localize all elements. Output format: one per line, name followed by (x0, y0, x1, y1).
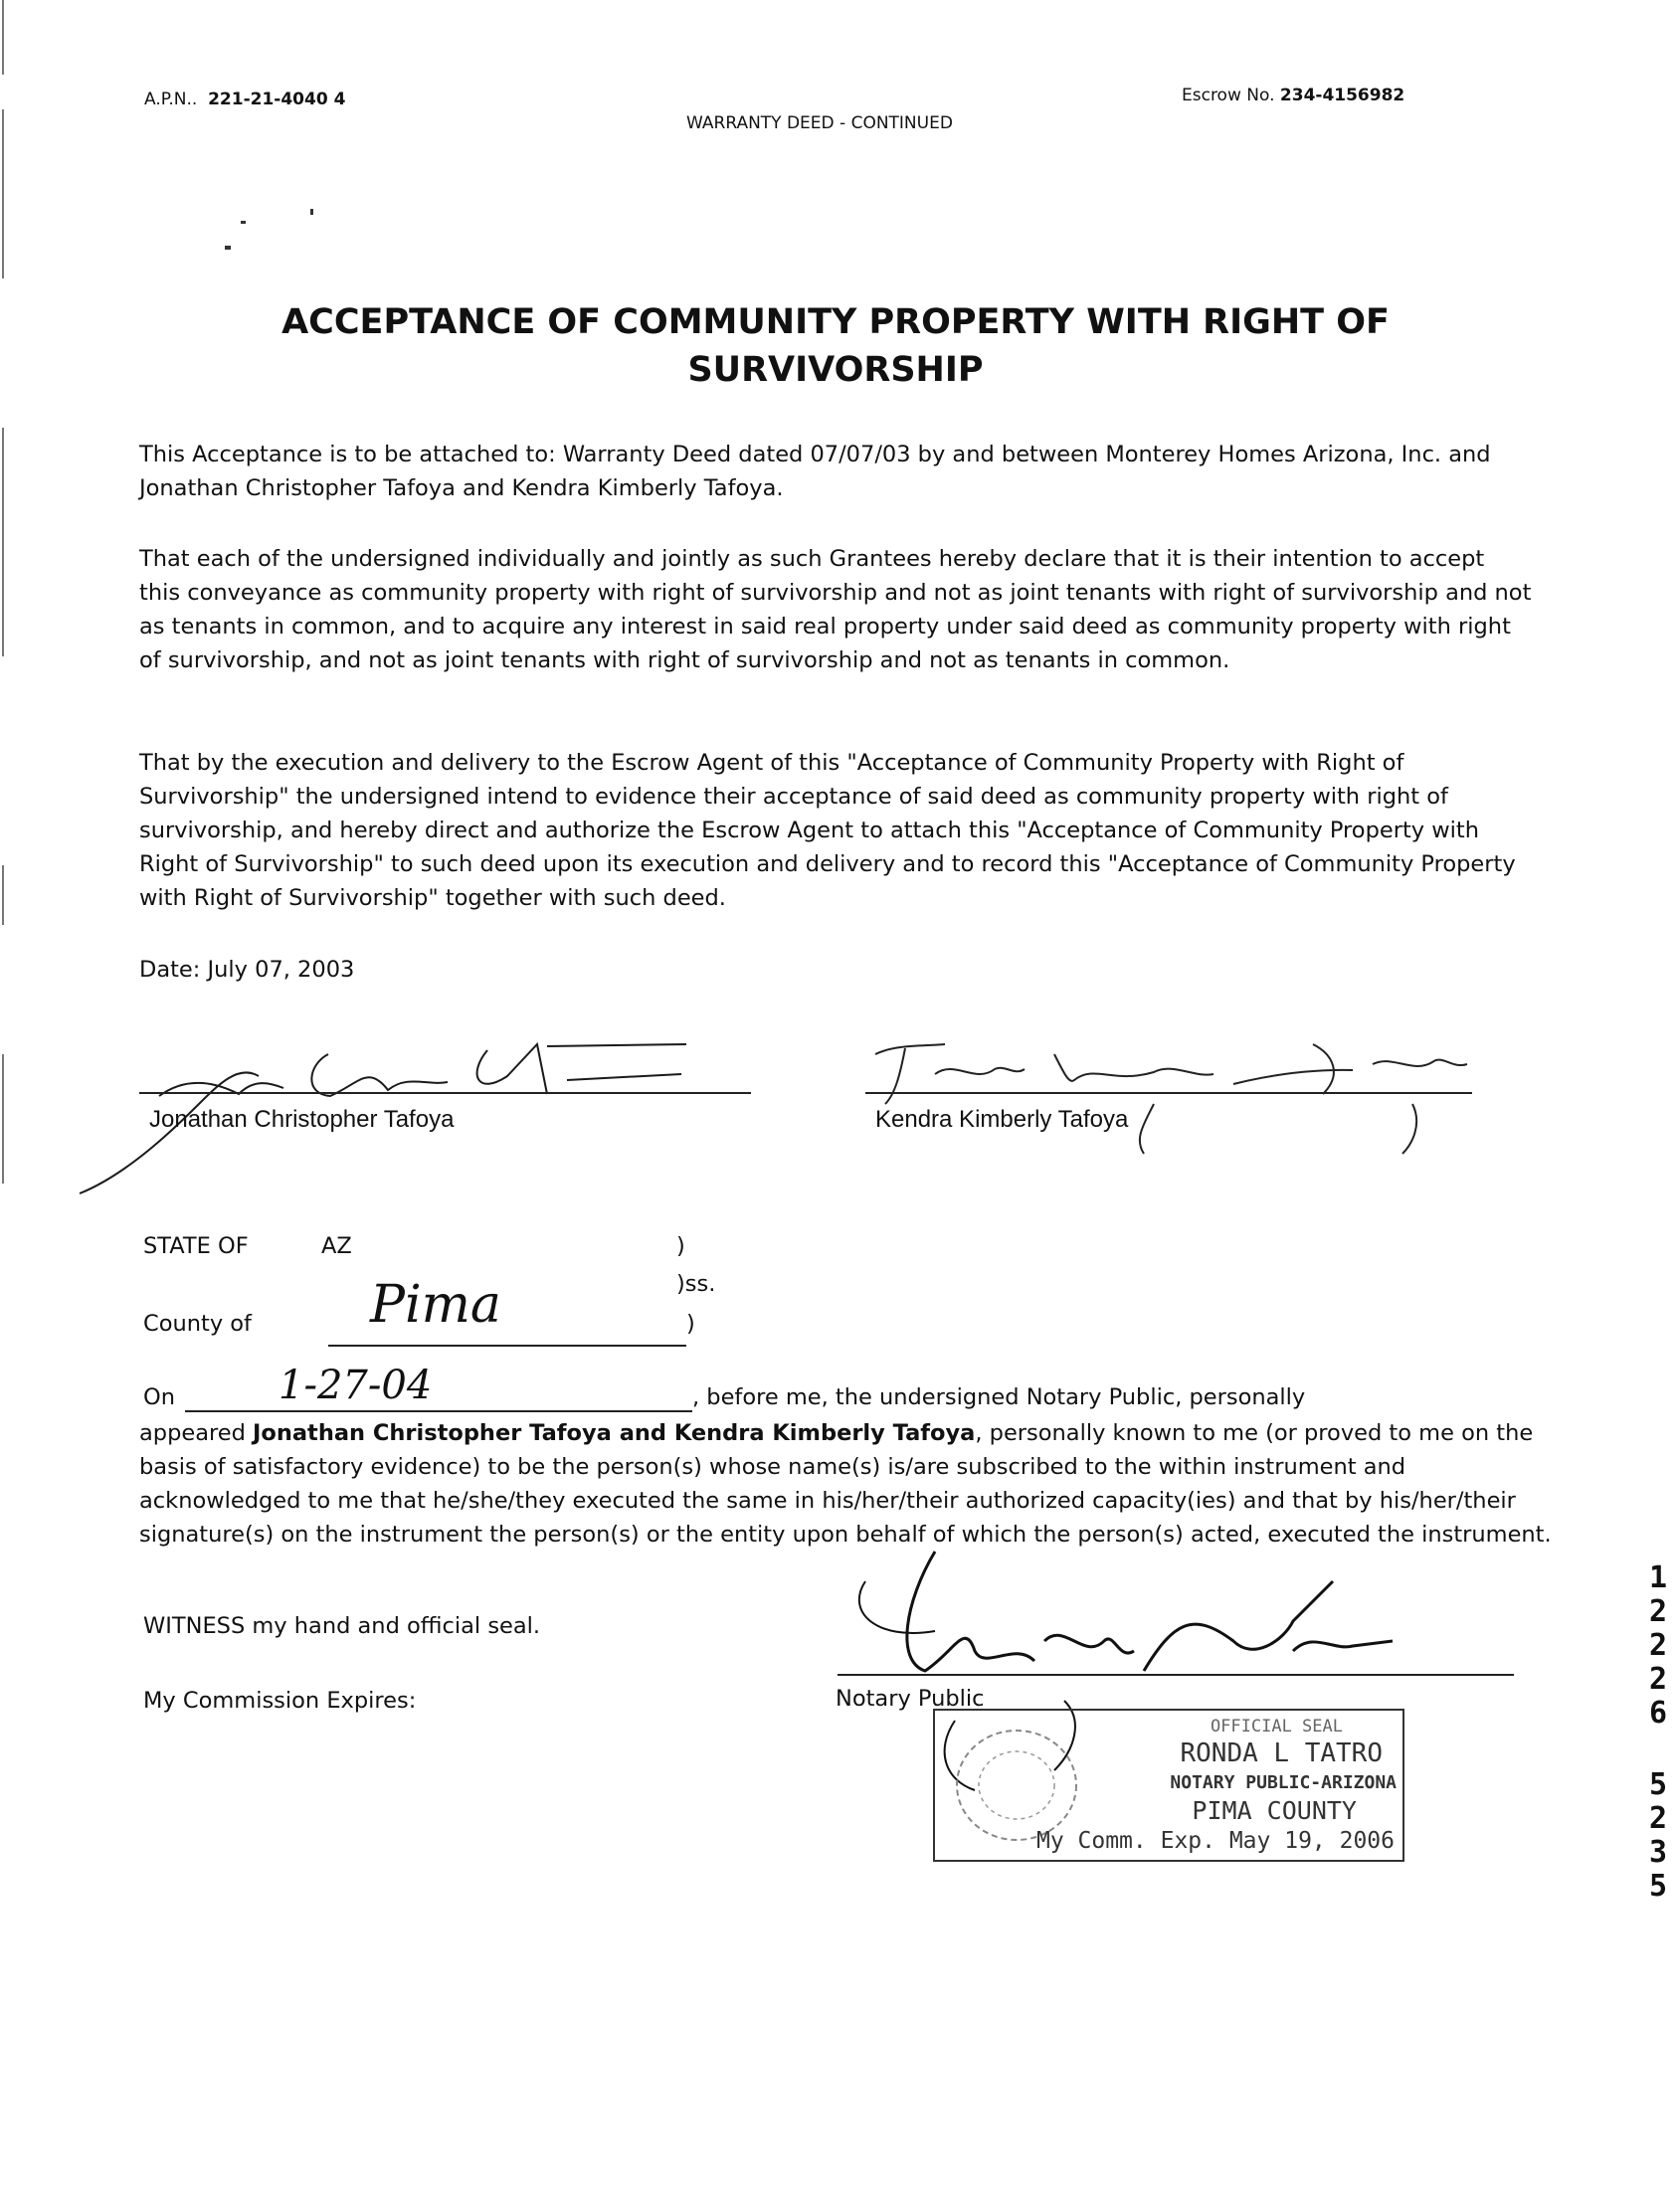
title-line-1: ACCEPTANCE OF COMMUNITY PROPERTY WITH RIGHT OF (281, 302, 1390, 342)
scan-edge-mark (2, 0, 4, 75)
commission-expires: My Commission Expires: (143, 1688, 417, 1714)
edge-digit: 6 (1648, 1696, 1668, 1731)
signer-name-right: Kendra Kimberly Tafoya (875, 1106, 1129, 1133)
attachment-paragraph: This Acceptance is to be attached to: Warranty Deed dated 07/07/03 by and between Monterey Homes Arizona, Inc. and Jonathan Christopher Tafoya and Kendra Kimberly Tafoya. (139, 442, 1491, 501)
warranty-deed-subtitle: WARRANTY DEED - CONTINUED (686, 113, 953, 133)
declaration-paragraph: That each of the undersigned individually and jointly as such Grantees hereby declare that it is their intention to accept this conveyance as community property with right of survivorship and not as joint tenants with right of survivorship and not as tenants in common, and to acquire any interest in said real property under said deed as community property with right of survivorship, and not as joint tenants with right of survivorship and not as tenants in common. (139, 546, 1532, 673)
signature-kendra (855, 1014, 1492, 1164)
venue-paren-3: ) (686, 1311, 695, 1337)
edge-digit: 5 (1648, 1767, 1668, 1802)
acknowledgment-body: , personally known to me (or proved to me on the basis of satisfactory evidence) to be the person(s) whose name(s) is/are subscribed to the within instrument and acknowledged to me that he/she/they executed the same in his/her/their authorized capacity(ies) and that by his/her/their signature(s) on the instrument the person(s) or the entity upon behalf of which the person(s) acted, executed the instrument. (139, 1420, 1552, 1548)
escrow-value: 234-4156982 (1279, 86, 1405, 105)
recording-number-bottom (1643, 1768, 1673, 1904)
on-date-underline (185, 1410, 692, 1412)
seal-line-5: My Comm. Exp. May 19, 2006 (1035, 1828, 1395, 1854)
apn-field (144, 90, 345, 109)
seal-line-3: NOTARY PUBLIC-ARIZONA (1170, 1772, 1397, 1793)
signature-line-left (139, 1092, 751, 1094)
state-value: AZ (321, 1233, 352, 1259)
scan-speck (241, 221, 246, 224)
scan-speck (225, 246, 231, 250)
escrow-label: Escrow No. (1182, 86, 1275, 105)
official-seal (933, 1709, 1404, 1862)
notary-public-label: Notary Public (836, 1686, 985, 1712)
edge-digit: 2 (1648, 1801, 1668, 1836)
witness-line: WITNESS my hand and official seal. (143, 1613, 541, 1639)
escrow-paragraph: That by the execution and delivery to the Escrow Agent of this "Acceptance of Community Property with Right of Survivorship" the undersigned intend to evidence their acceptance of said deed as community property with right of survivorship, and hereby direct and authorize the Escrow Agent to attach this "Acceptance of Community Property with Right of Survivorship" to such deed upon its execution and delivery and to record this "Acceptance of Community Property with Right of Survivorship" together with such deed. (139, 750, 1516, 911)
notary-signature-line (838, 1674, 1514, 1676)
appeared-label: appeared (139, 1420, 246, 1446)
scan-speck (310, 209, 313, 215)
seal-line-4: PIMA COUNTY (1192, 1796, 1357, 1825)
seal-line-1: OFFICIAL SEAL (1210, 1717, 1343, 1737)
edge-digit: 5 (1648, 1869, 1668, 1904)
scan-edge-mark (2, 1054, 4, 1184)
venue-ss: )ss. (676, 1271, 716, 1297)
edge-digit: 2 (1648, 1594, 1668, 1629)
edge-digit: 2 (1648, 1628, 1668, 1663)
on-label: On (143, 1384, 175, 1410)
edge-digit: 2 (1648, 1662, 1668, 1697)
venue-paren-1: ) (676, 1233, 685, 1259)
apn-value: 221-21-4040 4 (208, 90, 346, 109)
on-date-value: 1-27-04 (279, 1363, 433, 1408)
apn-label: A.P.N.. (144, 90, 198, 109)
scan-edge-mark (2, 109, 4, 278)
county-label: County of (143, 1311, 252, 1337)
state-label: STATE OF (143, 1233, 249, 1259)
title-line-2: SURVIVORSHIP (687, 350, 984, 390)
before-me-text: , before me, the undersigned Notary Public, personally (692, 1384, 1306, 1410)
edge-digit: 3 (1648, 1835, 1668, 1870)
signer-name-left: Jonathan Christopher Tafoya (149, 1106, 455, 1133)
scan-edge-mark (2, 428, 4, 656)
county-value: Pima (370, 1275, 501, 1335)
recording-number-top (1643, 1561, 1673, 1731)
escrow-field (1182, 86, 1404, 105)
scan-edge-mark (2, 865, 4, 925)
county-underline (328, 1345, 686, 1347)
date-line: Date: July 07, 2003 (139, 957, 355, 983)
appeared-names: Jonathan Christopher Tafoya and Kendra Kimberly Tafoya (253, 1420, 976, 1446)
signature-line-right (865, 1092, 1472, 1094)
seal-line-2: RONDA L TATRO (1180, 1738, 1383, 1768)
edge-digit: 1 (1648, 1560, 1668, 1595)
page-title (189, 298, 1482, 394)
